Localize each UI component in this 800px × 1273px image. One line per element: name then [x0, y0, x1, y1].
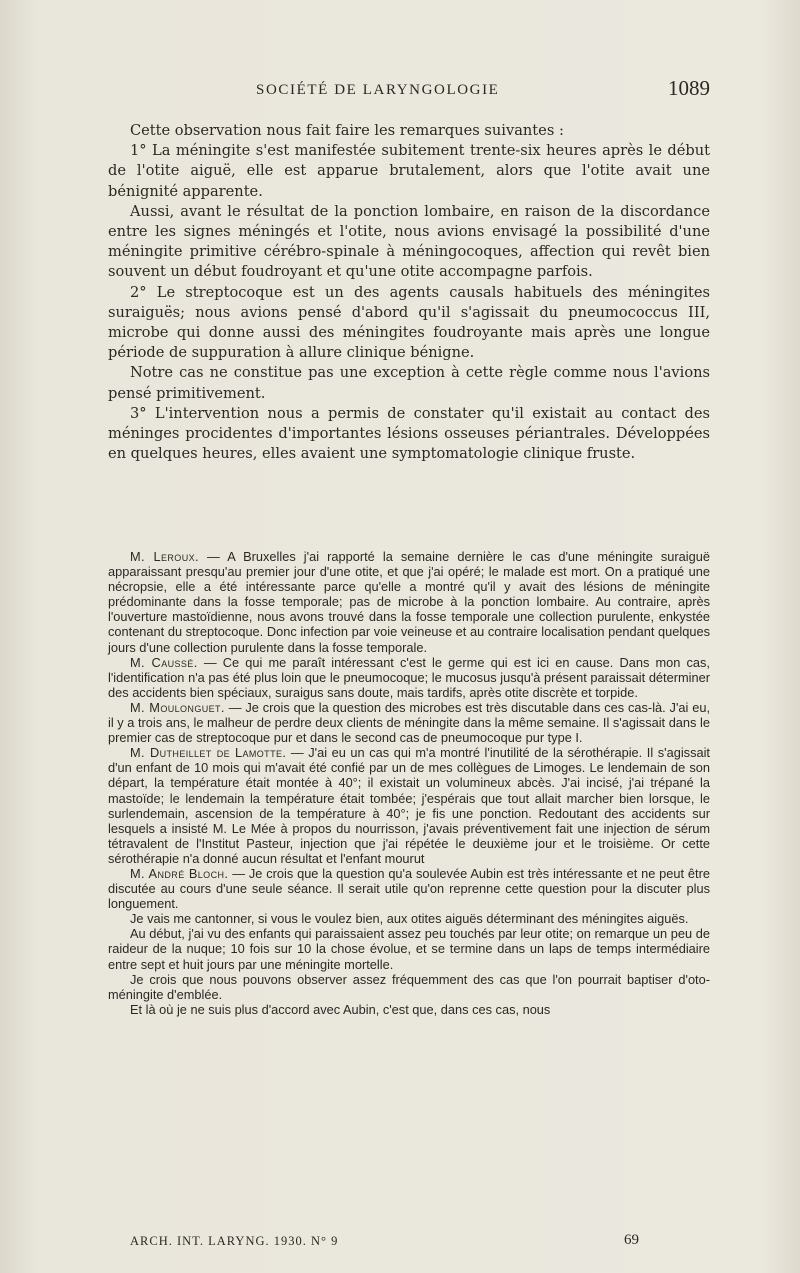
paragraph: 3° L'intervention nous a permis de constater qu'il existait au contact des méninges procidentes d'importantes lésions osseuses périantrales. Développées en quelques heures, elles avaient une symptomatologie clinique fruste.	[108, 404, 710, 463]
speaker-name: M. Leroux.	[130, 549, 199, 564]
discussion-text: — J'ai eu un cas qui m'a montré l'inutilité de la sérothérapie. Il s'agissait d'un enfant de 10 mois qui m'avait été confié par un de mes collègues de Limoges. Le lendemain de son départ, la température était montée à 40°; il existait un volumineux abcès. J'ai incisé, j'ai trépané la mastoïde; le lendemain la température était tombée; j'espérais que tout allait marcher bien lorsque, le surlendemain, ascension de la température à 40°; je fis une ponction. Redoutant des accidents sur lesquels a insisté M. Le Mée à propos du nourrisson, j'avais préventivement fait une injection de sérum tétravalent de l'Institut Pasteur, injection que j'ai répétée le deuxième jour et le troisième. Or cette sérothérapie n'a donné aucun résultat et l'enfant mourut	[108, 745, 710, 866]
page-footer	[108, 1232, 710, 1252]
paragraph: Notre cas ne constitue pas une exception à cette règle comme nous l'avions pensé primitivement.	[108, 364, 710, 402]
paragraph: Cette observation nous fait faire les remarques suivantes :	[130, 122, 564, 139]
running-header	[108, 76, 710, 102]
paragraph: 2° Le streptocoque est un des agents causals habituels des méningites suraiguës; nous avions pensé d'abord qu'il s'agissait du pneumococcus III, microbe qui donne aussi des méningites foudroyante mais après une longue période de suppuration à allure clinique bénigne.	[108, 283, 710, 362]
sheet-number: 69	[624, 1232, 639, 1248]
discussion-section	[108, 549, 710, 1017]
speaker-name: M. André Bloch.	[130, 865, 229, 881]
page-number: 1089	[668, 76, 710, 100]
speaker-name: M. Moulonguet.	[130, 699, 225, 715]
speaker-name: M. Dutheillet de Lamotte.	[130, 745, 287, 761]
journal-citation: ARCH. INT. LARYNG. 1930. N° 9	[130, 1234, 339, 1248]
discussion-text: — Je crois que la question des microbes est très discutable dans ces cas-là. J'ai eu, il y a trois ans, le malheur de perdre deux clients de méningite dans la même semaine. Il s'agissait dans le premier cas de streptocoque pur et dans le second cas de pneumocoque pur type I.	[108, 699, 710, 746]
discussion-paragraph: Je crois que nous pouvons observer assez fréquemment des cas que l'on pourrait baptiser d'oto-méningite d'emblée.	[108, 971, 710, 1002]
main-text	[108, 121, 710, 464]
discussion-paragraph	[108, 655, 710, 700]
discussion-paragraph	[108, 745, 710, 866]
discussion-paragraph	[108, 700, 710, 745]
discussion-paragraph	[108, 549, 710, 655]
header-title: SOCIÉTÉ DE LARYNGOLOGIE	[256, 82, 500, 98]
discussion-paragraph: Je vais me cantonner, si vous le voulez bien, aux otites aiguës déterminant des méningites aiguës.	[130, 911, 689, 927]
discussion-paragraph: Au début, j'ai vu des enfants qui paraissaient assez peu touchés par leur otite; on remarque un peu de raideur de la nuque; 10 fois sur 10 la chose évolue, et se termine dans un laps de temps intermédiaire entre sept et huit jours par une méningite mortelle.	[108, 926, 710, 972]
discussion-text: — A Bruxelles j'ai rapporté la semaine dernière le cas d'une méningite suraiguë apparaissant presqu'au premier jour d'une otite, et que j'ai opéré; le malade est mort. On a pratiqué une nécropsie, elle a été intéressante parce qu'elle a montré qu'il y avait des lésions de méningite prédominante dans la fosse temporale; pas de microbe à la ponction lombaire. Au contraire, après l'ouverture mastoïdienne, nous avons trouvé dans la fosse temporale une collection purulente, enkystée contenant du streptocoque. Donc infection par voie veineuse et au contraire localisation pendant quelques jours d'une collection purulente dans la fosse temporale.	[108, 549, 710, 655]
discussion-paragraph	[108, 866, 710, 911]
paragraph: Aussi, avant le résultat de la ponction lombaire, en raison de la discordance entre les signes méningés et l'otite, nous avions envisagé la possibilité d'une méningite primitive cérébro-spinale à méningocoques, affection qui revêt bien souvent un début foudroyant et qu'une otite accompagne parfois.	[108, 202, 710, 281]
paragraph: 1° La méningite s'est manifestée subitement trente-six heures après le début de l'otite aiguë, elle est apparue brutalement, alors que l'otite avait une bénignité apparente.	[108, 142, 710, 200]
discussion-paragraph: Et là où je ne suis plus d'accord avec Aubin, c'est que, dans ces cas, nous	[130, 1001, 551, 1017]
discussion-text: — Ce qui me paraît intéressant c'est le germe qui est ici en cause. Dans mon cas, l'identification n'a pas été plus loin que le pneumocoque; le mucosus jusqu'à présent paraissait déterminer des accidents bien spéciaux, suraigus sans doute, mais tardifs, après otite discrète et torpide.	[108, 654, 710, 700]
discussion-text: — Je crois que la question qu'a soulevée Aubin est très intéressante et ne peut être discutée au cours d'une seule séance. Il serait utile qu'on reprenne cette question pour la discuter plus longuement.	[108, 865, 710, 912]
speaker-name: M. Caussé.	[130, 654, 198, 670]
